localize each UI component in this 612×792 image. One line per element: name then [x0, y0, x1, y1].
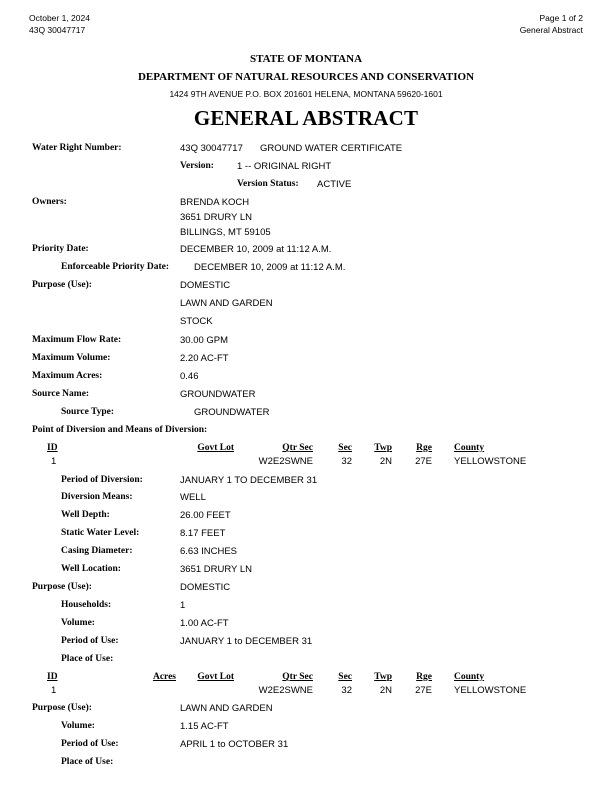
pou-row-twp: 2N	[379, 685, 392, 696]
households-label: Households:	[61, 600, 112, 610]
pou-col-id: ID	[47, 672, 58, 682]
purpose-label: Purpose (Use):	[32, 280, 92, 290]
diversion-means-value: WELL	[180, 492, 206, 503]
pod-col-govt-lot: Govt Lot	[197, 443, 234, 453]
source-type-label: Source Type:	[61, 407, 115, 417]
domestic-volume-label: Volume:	[61, 618, 95, 628]
purpose-lawn-label: Purpose (Use):	[32, 703, 92, 713]
casing-diameter-label: Casing Diameter:	[61, 546, 133, 556]
pou-col-govt-lot: Govt Lot	[197, 672, 234, 682]
max-flow-rate-label: Maximum Flow Rate:	[32, 335, 122, 345]
households-value: 1	[180, 600, 186, 611]
enforceable-priority-date-value: DECEMBER 10, 2009 at 11:12 A.M.	[194, 262, 346, 273]
state-heading: STATE OF MONTANA	[249, 53, 363, 65]
period-of-diversion-value: JANUARY 1 TO DECEMBER 31	[180, 475, 318, 486]
owners-label: Owners:	[32, 197, 67, 207]
pou-row-rge: 27E	[415, 685, 432, 696]
domestic-place-of-use-label: Place of Use:	[61, 654, 114, 664]
diversion-means-label: Diversion Means:	[61, 492, 133, 502]
water-right-number-label: Water Right Number:	[32, 143, 122, 153]
source-name-value: GROUNDWATER	[180, 389, 256, 400]
header-water-right-id: 43Q 30047717	[29, 25, 86, 35]
version-status-value: ACTIVE	[317, 179, 352, 190]
priority-date-label: Priority Date:	[32, 244, 89, 254]
page-number: Page 1 of 2	[539, 13, 583, 23]
max-acres-value: 0.46	[180, 371, 199, 382]
pod-heading: Point of Diversion and Means of Diversion:	[32, 425, 208, 435]
lawn-volume-value: 1.15 AC-FT	[180, 721, 229, 732]
pou-col-twp: Twp	[374, 672, 392, 682]
version-status-label: Version Status:	[237, 179, 299, 189]
purpose-item: STOCK	[180, 316, 213, 327]
pod-col-rge: Rge	[416, 443, 432, 453]
purpose-lawn-value: LAWN AND GARDEN	[180, 703, 273, 714]
pou-row-id: 1	[51, 685, 57, 696]
source-type-value: GROUNDWATER	[194, 407, 270, 418]
domestic-period-of-use-label: Period of Use:	[61, 636, 119, 646]
priority-date-value: DECEMBER 10, 2009 at 11:12 A.M.	[180, 244, 332, 255]
pou-row-county: YELLOWSTONE	[454, 685, 527, 696]
department-heading: DEPARTMENT OF NATURAL RESOURCES AND CONSERVATION	[137, 71, 475, 83]
report-date: October 1, 2024	[29, 13, 90, 23]
pod-row-rge: 27E	[415, 456, 432, 467]
owner-city: BILLINGS, MT 59105	[180, 227, 271, 238]
pou-col-rge: Rge	[416, 672, 432, 682]
lawn-period-of-use-label: Period of Use:	[61, 739, 119, 749]
lawn-period-of-use-value: APRIL 1 to OCTOBER 31	[180, 739, 289, 750]
header-doc-type: General Abstract	[519, 25, 583, 35]
lawn-place-of-use-label: Place of Use:	[61, 757, 114, 767]
pod-col-id: ID	[47, 443, 58, 453]
owner-street: 3651 DRURY LN	[180, 212, 252, 223]
source-name-label: Source Name:	[32, 389, 90, 399]
purpose-domestic-label: Purpose (Use):	[32, 582, 92, 592]
static-water-level-label: Static Water Level:	[61, 528, 140, 538]
water-right-number-value: 43Q 30047717	[180, 143, 243, 154]
pou-col-county: County	[454, 672, 485, 682]
casing-diameter-value: 6.63 INCHES	[180, 546, 238, 557]
pou-col-qtr-sec: Qtr Sec	[282, 672, 313, 682]
version-value: 1 -- ORIGINAL RIGHT	[237, 161, 332, 172]
max-acres-label: Maximum Acres:	[32, 371, 103, 381]
pou-col-acres: Acres	[152, 672, 176, 682]
static-water-level-value: 8.17 FEET	[180, 528, 226, 539]
well-depth-value: 26.00 FEET	[180, 510, 231, 521]
owner-name: BRENDA KOCH	[180, 197, 250, 208]
pou-row-sec: 32	[341, 685, 352, 696]
pod-row-id: 1	[51, 456, 57, 467]
purpose-item: DOMESTIC	[180, 280, 231, 291]
enforceable-priority-date-label: Enforceable Priority Date:	[61, 262, 169, 272]
pod-col-qtr-sec: Qtr Sec	[282, 443, 313, 453]
agency-address: 1424 9TH AVENUE P.O. BOX 201601 HELENA, MONTANA 59620-1601	[169, 89, 443, 99]
pod-row-twp: 2N	[379, 456, 392, 467]
purpose-domestic-value: DOMESTIC	[180, 582, 231, 593]
domestic-volume-value: 1.00 AC-FT	[180, 618, 229, 629]
water-right-type: GROUND WATER CERTIFICATE	[260, 143, 403, 154]
version-label: Version:	[180, 161, 214, 171]
domestic-period-of-use-value: JANUARY 1 to DECEMBER 31	[180, 636, 313, 647]
pou-row-qtr-sec: W2E2SWNE	[258, 685, 313, 696]
pod-row-county: YELLOWSTONE	[454, 456, 527, 467]
pod-row-sec: 32	[341, 456, 352, 467]
max-volume-label: Maximum Volume:	[32, 353, 111, 363]
max-flow-rate-value: 30.00 GPM	[180, 335, 229, 346]
pod-col-county: County	[454, 443, 485, 453]
well-depth-label: Well Depth:	[61, 510, 110, 520]
max-volume-value: 2.20 AC-FT	[180, 353, 229, 364]
well-location-value: 3651 DRURY LN	[180, 564, 252, 575]
pou-col-sec: Sec	[338, 672, 352, 682]
pod-col-sec: Sec	[338, 443, 352, 453]
well-location-label: Well Location:	[61, 564, 121, 574]
pod-row-qtr-sec: W2E2SWNE	[258, 456, 313, 467]
lawn-volume-label: Volume:	[61, 721, 95, 731]
period-of-diversion-label: Period of Diversion:	[61, 475, 143, 485]
page-title: GENERAL ABSTRACT	[193, 106, 419, 130]
pod-col-twp: Twp	[374, 443, 392, 453]
purpose-item: LAWN AND GARDEN	[180, 298, 273, 309]
